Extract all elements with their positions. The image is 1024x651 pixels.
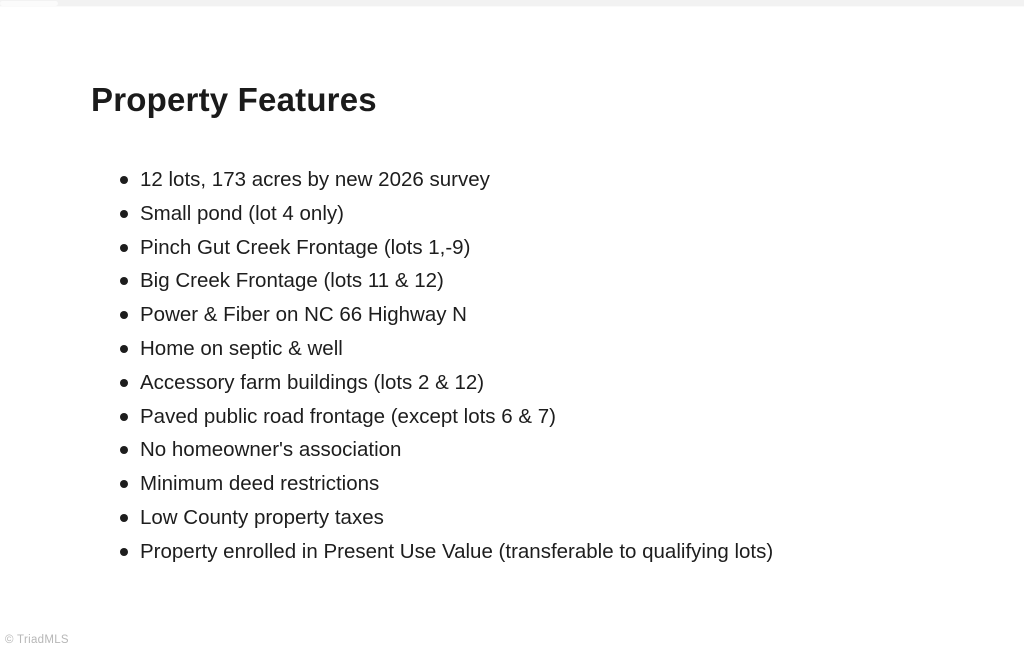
list-item: Home on septic & well	[117, 332, 977, 366]
feature-list	[117, 163, 977, 569]
list-item: Paved public road frontage (except lots 6 & 7)	[117, 400, 977, 434]
list-item: Low County property taxes	[117, 501, 977, 535]
list-item: Property enrolled in Present Use Value (transferable to qualifying lots)	[117, 535, 977, 569]
list-item: Pinch Gut Creek Frontage (lots 1,-9)	[117, 231, 977, 265]
top-scrollbar[interactable]	[0, 0, 1024, 7]
list-item: Accessory farm buildings (lots 2 & 12)	[117, 366, 977, 400]
page-title: Property Features	[91, 81, 377, 118]
list-item: Power & Fiber on NC 66 Highway N	[117, 298, 977, 332]
list-item: Minimum deed restrictions	[117, 467, 977, 501]
scrollbar-thumb[interactable]	[0, 1, 58, 6]
list-item: 12 lots, 173 acres by new 2026 survey	[117, 163, 977, 197]
copyright-watermark: © TriadMLS	[5, 634, 69, 646]
list-item: No homeowner's association	[117, 433, 977, 467]
list-item: Small pond (lot 4 only)	[117, 197, 977, 231]
list-item: Big Creek Frontage (lots 11 & 12)	[117, 264, 977, 298]
